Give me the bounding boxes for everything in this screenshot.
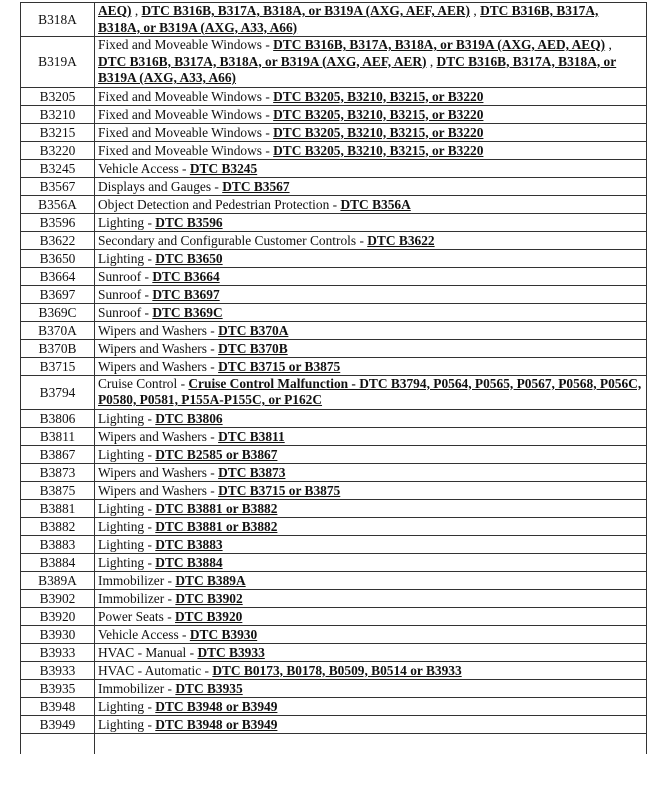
dtc-link[interactable]: DTC B3806	[155, 410, 223, 426]
category-label: Lighting	[98, 214, 145, 230]
category-label: Lighting	[98, 410, 145, 426]
separator: -	[356, 232, 368, 248]
table-row	[21, 213, 647, 231]
dtc-link[interactable]: DTC B3567	[222, 178, 290, 194]
category-label: Fixed and Moveable Windows	[98, 37, 262, 52]
separator: -	[141, 304, 153, 320]
dtc-code-cell: B3930	[21, 625, 95, 643]
table-row	[21, 249, 647, 267]
table-row	[21, 679, 647, 697]
dtc-link[interactable]: DTC B316B, B317A, B318A, or B319A (AXG, A33, A66)	[98, 3, 599, 35]
description-cell	[95, 87, 647, 105]
description-cell	[95, 177, 647, 195]
dtc-link[interactable]: DTC B316B, B317A, B318A, or B319A (AXG, AEF, AER)	[141, 3, 471, 18]
description-cell	[95, 463, 647, 481]
dtc-link[interactable]: DTC B3245	[189, 160, 258, 176]
table-row	[21, 285, 647, 303]
category-label: Vehicle Access	[98, 626, 179, 642]
dtc-link[interactable]: DTC B3948 or B3949	[155, 716, 278, 732]
dtc-link[interactable]: DTC B3873	[218, 464, 286, 480]
dtc-link[interactable]: DTC B316B, B317A, B318A, or B319A (AXG, AEF, AER)	[98, 53, 427, 69]
separator: -	[206, 464, 219, 480]
description-cell	[95, 643, 647, 661]
description-cell	[95, 697, 647, 715]
description-cell	[95, 589, 647, 607]
dtc-code-cell: B3933	[21, 643, 95, 661]
separator: -	[186, 644, 198, 660]
table-row	[21, 553, 647, 571]
dtc-link[interactable]: DTC B3596	[155, 214, 223, 230]
separator: -	[178, 160, 190, 176]
dtc-link[interactable]: DTC B3664	[152, 268, 220, 284]
table-row	[21, 499, 647, 517]
table-row	[21, 357, 647, 375]
table-row	[21, 607, 647, 625]
description-cell	[95, 195, 647, 213]
dtc-link[interactable]: DTC B3205, B3210, B3215, or B3220	[273, 88, 484, 104]
separator: -	[261, 88, 274, 104]
table-row	[21, 105, 647, 123]
separator: -	[206, 322, 219, 338]
dtc-code-cell: B370A	[21, 321, 95, 339]
category-label: Lighting	[98, 500, 145, 516]
table-row	[21, 87, 647, 105]
dtc-link[interactable]: DTC B369C	[152, 304, 223, 320]
dtc-code-cell: B3715	[21, 357, 95, 375]
description-cell	[95, 141, 647, 159]
dtc-code-cell: B3622	[21, 231, 95, 249]
dtc-code-cell: B3205	[21, 87, 95, 105]
description-cell	[95, 285, 647, 303]
category-label: Wipers and Washers	[98, 340, 207, 356]
separator: -	[177, 375, 189, 391]
category-label: Lighting	[98, 536, 145, 552]
category-label: Secondary and Configurable Customer Controls	[98, 232, 357, 248]
separator: -	[164, 572, 176, 588]
dtc-code-cell: B3867	[21, 445, 95, 463]
table-row	[21, 321, 647, 339]
dtc-link[interactable]: DTC B3883	[155, 536, 223, 552]
separator: -	[329, 196, 341, 212]
category-label: Wipers and Washers	[98, 464, 207, 480]
dtc-code-cell: B3882	[21, 517, 95, 535]
table-row	[21, 427, 647, 445]
dtc-link[interactable]: DTC B3622	[367, 232, 435, 248]
dtc-code-cell: B3220	[21, 141, 95, 159]
category-label: Immobilizer	[98, 572, 165, 588]
separator: -	[206, 428, 219, 444]
separator: -	[144, 536, 156, 552]
dtc-code-cell: B3949	[21, 715, 95, 733]
dtc-code-cell: B3920	[21, 607, 95, 625]
dtc-link[interactable]: DTC B0173, B0178, B0509, B0514 or B3933	[212, 662, 462, 678]
dtc-code-cell: B3210	[21, 105, 95, 123]
description-cell	[95, 213, 647, 231]
dtc-link[interactable]: DTC B3715 or B3875	[218, 482, 341, 498]
dtc-link[interactable]: DTC B3205, B3210, B3215, or B3220	[273, 142, 484, 158]
description-cell	[95, 427, 647, 445]
category-label: Object Detection and Pedestrian Protection	[98, 196, 330, 212]
dtc-link[interactable]: DTC B3920	[175, 608, 243, 624]
empty-cell	[21, 733, 95, 754]
description-cell	[95, 535, 647, 553]
category-label: Power Seats	[98, 608, 164, 624]
separator: -	[144, 214, 156, 230]
category-label: Lighting	[98, 250, 145, 266]
table-row	[21, 589, 647, 607]
dtc-link[interactable]: DTC B3881 or B3882	[155, 500, 278, 516]
dtc-code-cell: B3884	[21, 553, 95, 571]
category-label: Wipers and Washers	[98, 358, 207, 374]
description-cell	[95, 571, 647, 589]
description-cell	[95, 267, 647, 285]
dtc-link[interactable]: DTC B3902	[175, 590, 243, 606]
dtc-code-cell: B3933	[21, 661, 95, 679]
dtc-link[interactable]: DTC B2585 or B3867	[155, 446, 278, 462]
description-cell	[95, 517, 647, 535]
dtc-code-cell: B319A	[21, 37, 95, 88]
table-row	[21, 571, 647, 589]
table-row	[21, 625, 647, 643]
description-cell	[95, 303, 647, 321]
separator: -	[144, 500, 156, 516]
description-cell	[95, 661, 647, 679]
table-row	[21, 463, 647, 481]
description-cell	[95, 249, 647, 267]
table-row	[21, 123, 647, 141]
dtc-code-cell: B3881	[21, 499, 95, 517]
dtc-code-cell: B3794	[21, 375, 95, 409]
dtc-link[interactable]: DTC B3205, B3210, B3215, or B3220	[273, 124, 484, 140]
dtc-code-cell: B3806	[21, 409, 95, 427]
category-label: HVAC - Automatic	[98, 662, 202, 678]
description-cell	[95, 123, 647, 141]
description-cell	[95, 375, 647, 409]
category-label: Vehicle Access	[98, 160, 179, 176]
description-cell: Fixed and Moveable Windows - DTC B316B, B317A, B318A, or B319A (AXG, AED, AEQ) , DTC B316B, B317A, B318A, or B319A (AXG, AEF, AER) , DTC B316B, B317A, B318A, or B319A (AXG, A33, A66)	[95, 37, 647, 88]
dtc-link[interactable]: DTC B370B	[218, 340, 288, 356]
table-row	[21, 267, 647, 285]
dtc-code-cell: B3664	[21, 267, 95, 285]
dtc-link[interactable]: DTC B316B, B317A, B318A, or B319A (AXG, A33, A66)	[98, 53, 617, 85]
description-cell	[95, 231, 647, 249]
category-label: Wipers and Washers	[98, 482, 207, 498]
dtc-code-cell: B3811	[21, 427, 95, 445]
dtc-code-cell: B3567	[21, 177, 95, 195]
dtc-code-cell: B389A	[21, 571, 95, 589]
description-cell	[95, 679, 647, 697]
table-row	[21, 445, 647, 463]
dtc-link[interactable]: DTC B356A	[340, 196, 411, 212]
separator: -	[144, 250, 156, 266]
table-row	[21, 177, 647, 195]
dtc-link[interactable]: DTC B3930	[189, 626, 258, 642]
dtc-link[interactable]: DTC B3205, B3210, B3215, or B3220	[273, 106, 484, 122]
separator: -	[206, 358, 219, 374]
table-row	[21, 697, 647, 715]
dtc-link[interactable]: DTC B316B, B317A, B318A, or B319A (AXG, AED, AEQ)	[273, 37, 606, 52]
category-label: Fixed and Moveable Windows	[98, 124, 262, 140]
category-label: Sunroof	[98, 268, 142, 284]
dtc-table	[20, 2, 647, 754]
separator: -	[163, 608, 175, 624]
dtc-link[interactable]: DTC B3811	[218, 428, 285, 444]
dtc-link[interactable]: AEQ)	[98, 3, 132, 18]
separator: -	[206, 482, 219, 498]
separator: -	[141, 268, 153, 284]
dtc-code-cell: B369C	[21, 303, 95, 321]
description-cell	[95, 607, 647, 625]
category-label: Lighting	[98, 446, 145, 462]
table-row	[21, 231, 647, 249]
dtc-code-cell: B356A	[21, 195, 95, 213]
dtc-link[interactable]: DTC B370A	[218, 322, 289, 338]
description-cell	[95, 625, 647, 643]
dtc-code-cell: B3596	[21, 213, 95, 231]
dtc-code-cell: B3245	[21, 159, 95, 177]
separator: -	[144, 698, 156, 714]
separator: -	[144, 554, 156, 570]
category-label: Sunroof	[98, 286, 142, 302]
table-row	[21, 159, 647, 177]
category-label: Displays and Gauges	[98, 178, 212, 194]
table-row	[21, 661, 647, 679]
dtc-link[interactable]: DTC B389A	[175, 572, 246, 588]
separator: -	[141, 286, 153, 302]
dtc-code-cell: B3873	[21, 463, 95, 481]
dtc-code-cell: B3875	[21, 481, 95, 499]
table-row	[21, 3, 647, 37]
table-row	[21, 409, 647, 427]
dtc-link[interactable]: DTC B3881 or B3882	[155, 518, 278, 534]
category-label: Wipers and Washers	[98, 322, 207, 338]
table-row	[21, 195, 647, 213]
dtc-code-cell: B370B	[21, 339, 95, 357]
dtc-link[interactable]: DTC B3697	[152, 286, 220, 302]
separator: -	[211, 178, 223, 194]
category-label: Fixed and Moveable Windows	[98, 106, 262, 122]
description-cell	[95, 105, 647, 123]
separator: -	[206, 340, 219, 356]
category-label: Lighting	[98, 554, 145, 570]
table-row	[21, 715, 647, 733]
category-label: Wipers and Washers	[98, 428, 207, 444]
separator: -	[144, 410, 156, 426]
category-label: HVAC - Manual	[98, 644, 187, 660]
dtc-link[interactable]: DTC B3715 or B3875	[218, 358, 341, 374]
dtc-code-cell: B3902	[21, 589, 95, 607]
category-label: Fixed and Moveable Windows	[98, 88, 262, 104]
description-cell	[95, 409, 647, 427]
separator: -	[144, 518, 156, 534]
dtc-link[interactable]: DTC B3935	[175, 680, 243, 696]
separator: -	[261, 37, 274, 52]
table-row	[21, 643, 647, 661]
separator: -	[261, 106, 274, 122]
separator: -	[201, 662, 213, 678]
description-cell	[95, 715, 647, 733]
description-cell	[95, 445, 647, 463]
table-row	[21, 481, 647, 499]
description-cell	[95, 339, 647, 357]
description-cell	[95, 499, 647, 517]
table-row	[21, 303, 647, 321]
table-row-empty	[21, 733, 647, 754]
dtc-code-cell: B3697	[21, 285, 95, 303]
category-label: Fixed and Moveable Windows	[98, 142, 262, 158]
separator: -	[164, 680, 176, 696]
category-label: Immobilizer	[98, 590, 165, 606]
dtc-link[interactable]: DTC B3884	[155, 554, 223, 570]
dtc-code-cell: B3215	[21, 123, 95, 141]
table-row	[21, 517, 647, 535]
category-label: Sunroof	[98, 304, 142, 320]
category-label: Lighting	[98, 698, 145, 714]
dtc-link[interactable]: Cruise Control Malfunction - DTC B3794, P0564, P0565, P0567, P0568, P056C, P0580, P0581, P155A-P155C, or P162C	[98, 375, 642, 407]
table-row	[21, 375, 647, 409]
separator: -	[144, 446, 156, 462]
table-row	[21, 141, 647, 159]
table-row	[21, 339, 647, 357]
separator: -	[164, 590, 176, 606]
dtc-code-cell: B3650	[21, 249, 95, 267]
separator: -	[144, 716, 156, 732]
separator: -	[178, 626, 190, 642]
separator: -	[261, 142, 274, 158]
dtc-code-cell: B3883	[21, 535, 95, 553]
description-cell	[95, 553, 647, 571]
separator: -	[261, 124, 274, 140]
dtc-code-cell: B3948	[21, 697, 95, 715]
description-cell	[95, 159, 647, 177]
dtc-link[interactable]: DTC B3650	[155, 250, 223, 266]
dtc-link[interactable]: DTC B3948 or B3949	[155, 698, 278, 714]
description-cell	[95, 481, 647, 499]
category-label: Lighting	[98, 518, 145, 534]
dtc-code-cell: B318A	[21, 3, 95, 37]
category-label: Cruise Control	[98, 375, 178, 391]
description-cell: AEQ) , DTC B316B, B317A, B318A, or B319A (AXG, AEF, AER) , DTC B316B, B317A, B318A, or B319A (AXG, A33, A66)	[95, 3, 647, 37]
table-row	[21, 535, 647, 553]
description-cell	[95, 357, 647, 375]
category-label: Lighting	[98, 716, 145, 732]
category-label: Immobilizer	[98, 680, 165, 696]
dtc-code-cell: B3935	[21, 679, 95, 697]
empty-cell	[95, 733, 647, 754]
dtc-link[interactable]: DTC B3933	[197, 644, 265, 660]
description-cell	[95, 321, 647, 339]
table-row	[21, 37, 647, 88]
